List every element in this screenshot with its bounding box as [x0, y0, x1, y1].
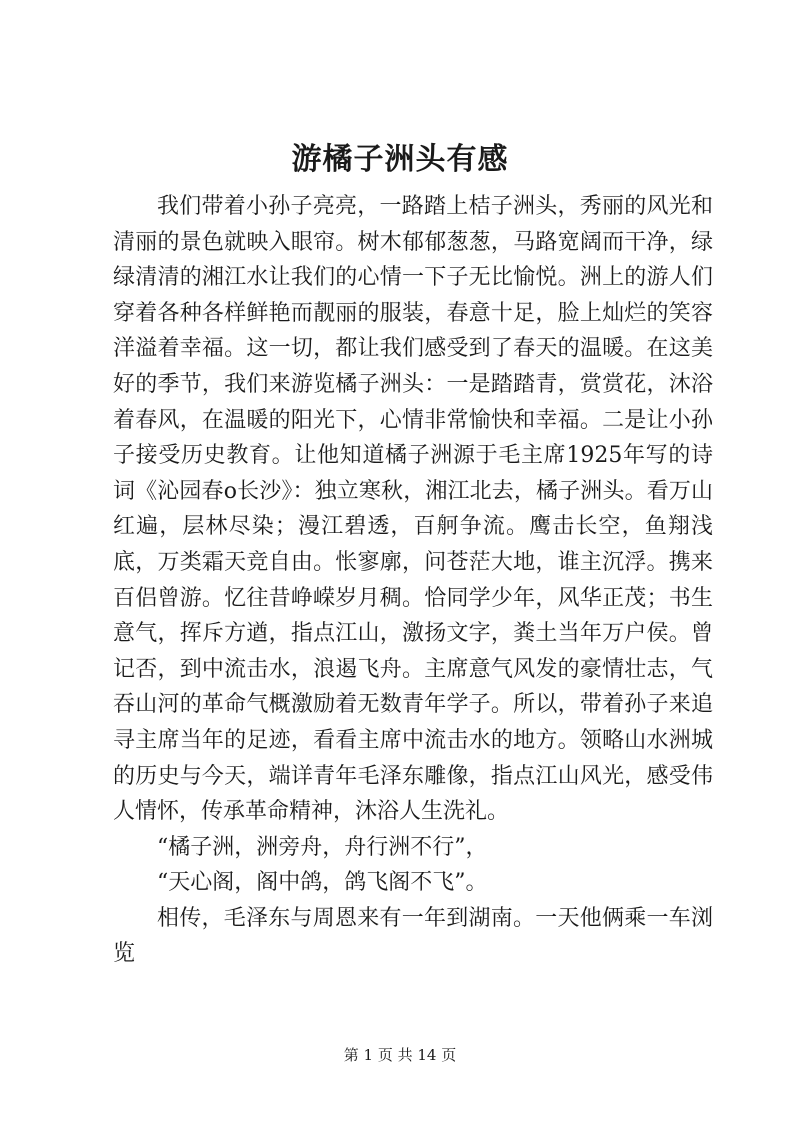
- document-body: [113, 189, 713, 972]
- page-number-footer: 第 1 页 共 14 页: [343, 1046, 457, 1064]
- paragraph-intro: 我们带着小孙子亮亮，一路踏上桔子洲头，秀丽的风光和清丽的景色就映入眼帘。树木郁郁葱葱，马路宽阔而干净，绿绿清清的湘江水让我们的心情一下子无比愉悦。洲上的游人们穿着各种各样鲜艳而靓丽的服装，春意十足，脸上灿烂的笑容洋溢着幸福。这一切，都让我们感受到了春天的温暖。在这美好的季节，我们来游览橘子洲头：一是踏踏青，赏赏花，沐浴着春风，在温暖的阳光下，心情非常愉快和幸福。二是让小孙子接受历史教育。让他知道橘子洲源于毛主席1925年写的诗词《沁园春o长沙》：独立寒秋，湘江北去，橘子洲头。看万山红遍，层林尽染；漫江碧透，百舸争流。鹰击长空，鱼翔浅底，万类霜天竞自由。怅寥廓，问苍茫大地，谁主沉浮。携来百侣曾游。忆往昔峥嵘岁月稠。恰同学少年，风华正茂；书生意气，挥斥方遒，指点江山，激扬文字，粪土当年万户侯。曾记否，到中流击水，浪遏飞舟。主席意气风发的豪情壮志，气吞山河的革命气概激励着无数青年学子。所以，带着孙子来追寻主席当年的足迹，看看主席中流击水的地方。领略山水洲城的历史与今天，端详青年毛泽东雕像，指点江山风光，感受伟人情怀，传承革命精神，沐浴人生洗礼。: [113, 194, 713, 825]
- paragraph-couplet-2: “天心阁，阁中鸽，鸽飞阁不飞”。: [157, 870, 488, 896]
- paragraph-legend: 相传，毛泽东与周恩来有一年到湖南。一天他俩乘一车浏览: [113, 905, 713, 967]
- document-title: 游橘子洲头有感: [291, 142, 509, 177]
- paragraph-couplet-1: “橘子洲，洲旁舟，舟行洲不行”，: [157, 834, 488, 860]
